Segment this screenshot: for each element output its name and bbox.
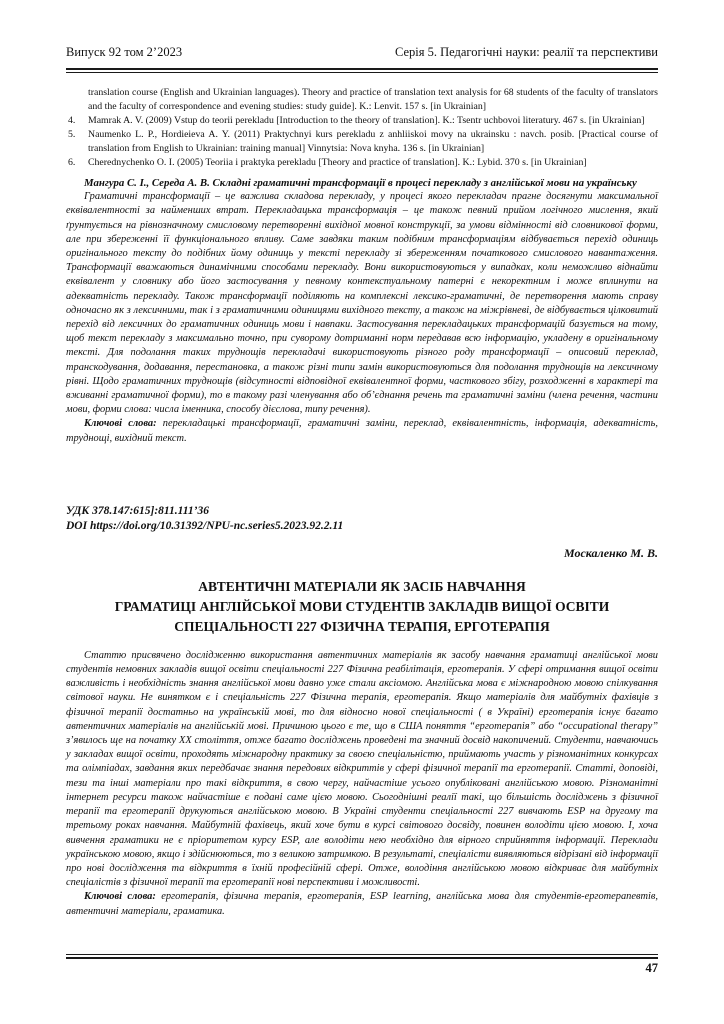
- reference-item-4: [66, 114, 658, 128]
- reference-text: Naumenko L. P., Hordieieva A. Y. (2011) Praktychnyi kurs perekladu z anhliiskoi movy na ukrainsku : navch. posib. [Practical course of translation from English to Ukrainian: training manual] Vinnytsia: Nova knyha. 136 s. [in Ukrainian]: [88, 129, 658, 154]
- keywords-label: Ключові слова:: [84, 418, 157, 430]
- reference-item-6: [66, 156, 658, 170]
- article-author: Москаленко М. В.: [563, 545, 658, 560]
- keywords-text: ерготерапія, фізична терапія, ерготерапія, ESP learning, англійська мова для студентів-ерготерапевтів, автентичні матеріали, граматика.: [66, 891, 658, 917]
- reference-number: 5.: [68, 129, 76, 140]
- article-title-line: ГРАМАТИЦІ АНГЛІЙСЬКОЇ МОВИ СТУДЕНТІВ ЗАКЛАДІВ ВИЩОЇ ОСВІТИ: [114, 598, 610, 614]
- article-abstract-text: Статтю присвячено дослідженню використання автентичних матеріалів як засобу навчання граматиці англійської мови студентів немовних закладів вищої освіти спеціальності 227 Фізична реабілітація, ерготерапія. У сфері отримання вищої освіти важливість і необхідність знання англійської мови давно уже стали аксіомою. Англійська мова є міжнародною мовою спілкування світової науки. Не винятком є і спеціальність 227 Фізична терапія, ерготерапія. Якщо матеріалів для майбутніх фахівців з фізичної терапії достатньо на українській мові, то для відносно нової спеціальності ( в Україні) ерготерапія існує багато автентичних матеріалів на англійській мові. Причиною цього є те, що в США поняття “ерготерапія” або “occupational therapy” з’явилось ще на початку XX століття, отже багато досліджень проведені та значний досвід накопичений. Студенти, навчаючись у закладах вищої освіти, проходять міжнародну практику за своєю спеціальністю, приймають участь у різноманітних конкурсах та олімпіадах, завдання яких передбачає знання передових відкриттів у сфері фізичної терапії та ерготерапії. Статті, доповіді, тези та інші матеріали про такі відкриття, в свою чергу, найчастіше усього опубліковані англійською мовою. Різноманітні інтернет ресурси також найчастіше є подані саме цією мовою. Сьогоднішні реалії такі, що більшість досліджень з фізичної терапії та ерготерапії друкуються англійською мовою. В Україні студенти спеціальності 227 вивчають ESP на другому та третьому роках навчання. Майбутній фахівець, який хоче бути в курсі світового досвіду, повинен володіти цією мовою. І, хоча вивчення граматики не є пріоритетом курсу ESP, але володіти нею необхідно для вірного сприйняття інформації. Переклади українською мовою, якщо і здійснюються, то з великою затримкою. В результаті, спеціалісти виявляються відрізані від інформації про нові дослідження та відкриття в їхній професійній сфері. Отже, володіння англійською мовою відкриває для майбутніх спеціалістів з фізичної терапії та ерготерапії нові перспективи і можливості.: [66, 649, 658, 889]
- reference-text: translation course (English and Ukrainian languages). Theory and practice of translation text analysis for 68 students of the faculty of translators and the faculty of correspondence and evening studies: study guide]. K.: Lenvit. 157 s. [in Ukrainian]: [88, 87, 658, 112]
- previous-article-abstract-text: Граматичні трансформації – це важлива складова перекладу, у процесі якого перекладач прагне досягнути максимальної еквівалентності за найменших втрат. Перекладацька трансформація – це також певний прийом логічного мислення, який ґрунтується на рівнозначному смисловому перетворенні вихідної мовної конструкції, за умови відмінності від словникової форми, але при збереженні її функціонального впливу. Саме завдяки таким подібним трансформаціям відбувається перехід одиниць оригінального тексту до подібних йому одиниць у тексті перекладу зі збереженням початкового смислового навантаження. Трансформації вважаються динамічними способами перекладу. Вони використовуються у випадках, коли неможливо віднайти еквівалент у словнику або його застосування у певному контекстуальному патерні є некоректним і може вплинути на адекватність перекладу. Також трансформації поділяють на комплексні лексико-граматичні, де перетворення мають справу одночасно як з лексичними, так і з граматичними одиницями вихідного тексту, а також на міжрівневі, де відбувається цілковитий перехід від лексичних до граматичних одиниць мови і навпаки. Застосування перекладацьких трансформацій базується на тому, щоб текст перекладу з максимально точно, при суворому дотриманні норм передавав всю інформацію, укладену в оригінальному тексті. Для подолання таких труднощів перекладачі використовують різного роду трансформації – описовий переклад, транскодування, додавання, перестановка, а також різні типи замін використовуються для подолання труднощів на лексичному рівні. Щодо граматичних труднощів (відсутності відповідної еквівалентної форми, часткового збігу, розходженні в характері та вживанні граматичної форми), то в такому разі членування або об’єднання речень та граматичні заміни (члена речення, частини мови, форми слова: числа іменника, способу дієслова, типу речення).: [66, 191, 658, 416]
- reference-item-5: [66, 128, 658, 156]
- reference-number: 4.: [68, 115, 76, 126]
- reference-text: Mamrak A. V. (2009) Vstup do teorii perekladu [Introduction to the theory of translation]. K.: Tsentr uchbovoi literatury. 467 s. [in Ukrainian]: [88, 115, 645, 126]
- reference-continuation: [66, 86, 658, 114]
- keywords-label: Ключові слова:: [84, 891, 156, 903]
- series-label: Серія 5. Педагогічні науки: реалії та перспективи: [394, 45, 658, 59]
- reference-text: Cherednychenko O. I. (2005) Teoriia i praktyka perekladu [Theory and practice of translation]. K.: Lybid. 370 s. [in Ukrainian]: [88, 157, 587, 168]
- article-title-line: АВТЕНТИЧНІ МАТЕРІАЛИ ЯК ЗАСІБ НАВЧАННЯ: [198, 578, 526, 594]
- page-footer: [66, 954, 658, 976]
- header-rule: [66, 68, 658, 73]
- previous-article-heading: Мангура С. І., Середа А. В. Складні граматичні трансформації в процесі перекладу з англійської мови на українську: [84, 177, 637, 189]
- reference-number: 6.: [68, 157, 76, 168]
- page-number: 47: [645, 961, 658, 975]
- udc-code: УДК 378.147:615]:811.111’36: [66, 504, 209, 517]
- previous-article-keywords: [66, 417, 658, 445]
- doi-link[interactable]: DOI https://doi.org/10.31392/NPU-nc.series5.2023.92.2.11: [66, 519, 344, 532]
- page-header: [66, 44, 658, 60]
- article-title: [66, 577, 658, 637]
- footer-rule: [66, 954, 658, 959]
- current-article: [66, 504, 658, 919]
- previous-article-abstract: [66, 176, 658, 446]
- article-title-line: СПЕЦІАЛЬНОСТІ 227 ФІЗИЧНА ТЕРАПІЯ, ЕРГОТЕРАПІЯ: [174, 618, 550, 634]
- issue-label: Випуск 92 том 2’2023: [66, 45, 183, 59]
- article-keywords: [66, 890, 658, 918]
- keywords-text: перекладацькі трансформації, граматичні заміни, переклад, еквівалентність, інформація, адекватність, труднощі, вихідний текст.: [66, 418, 658, 444]
- references-list: [66, 86, 658, 170]
